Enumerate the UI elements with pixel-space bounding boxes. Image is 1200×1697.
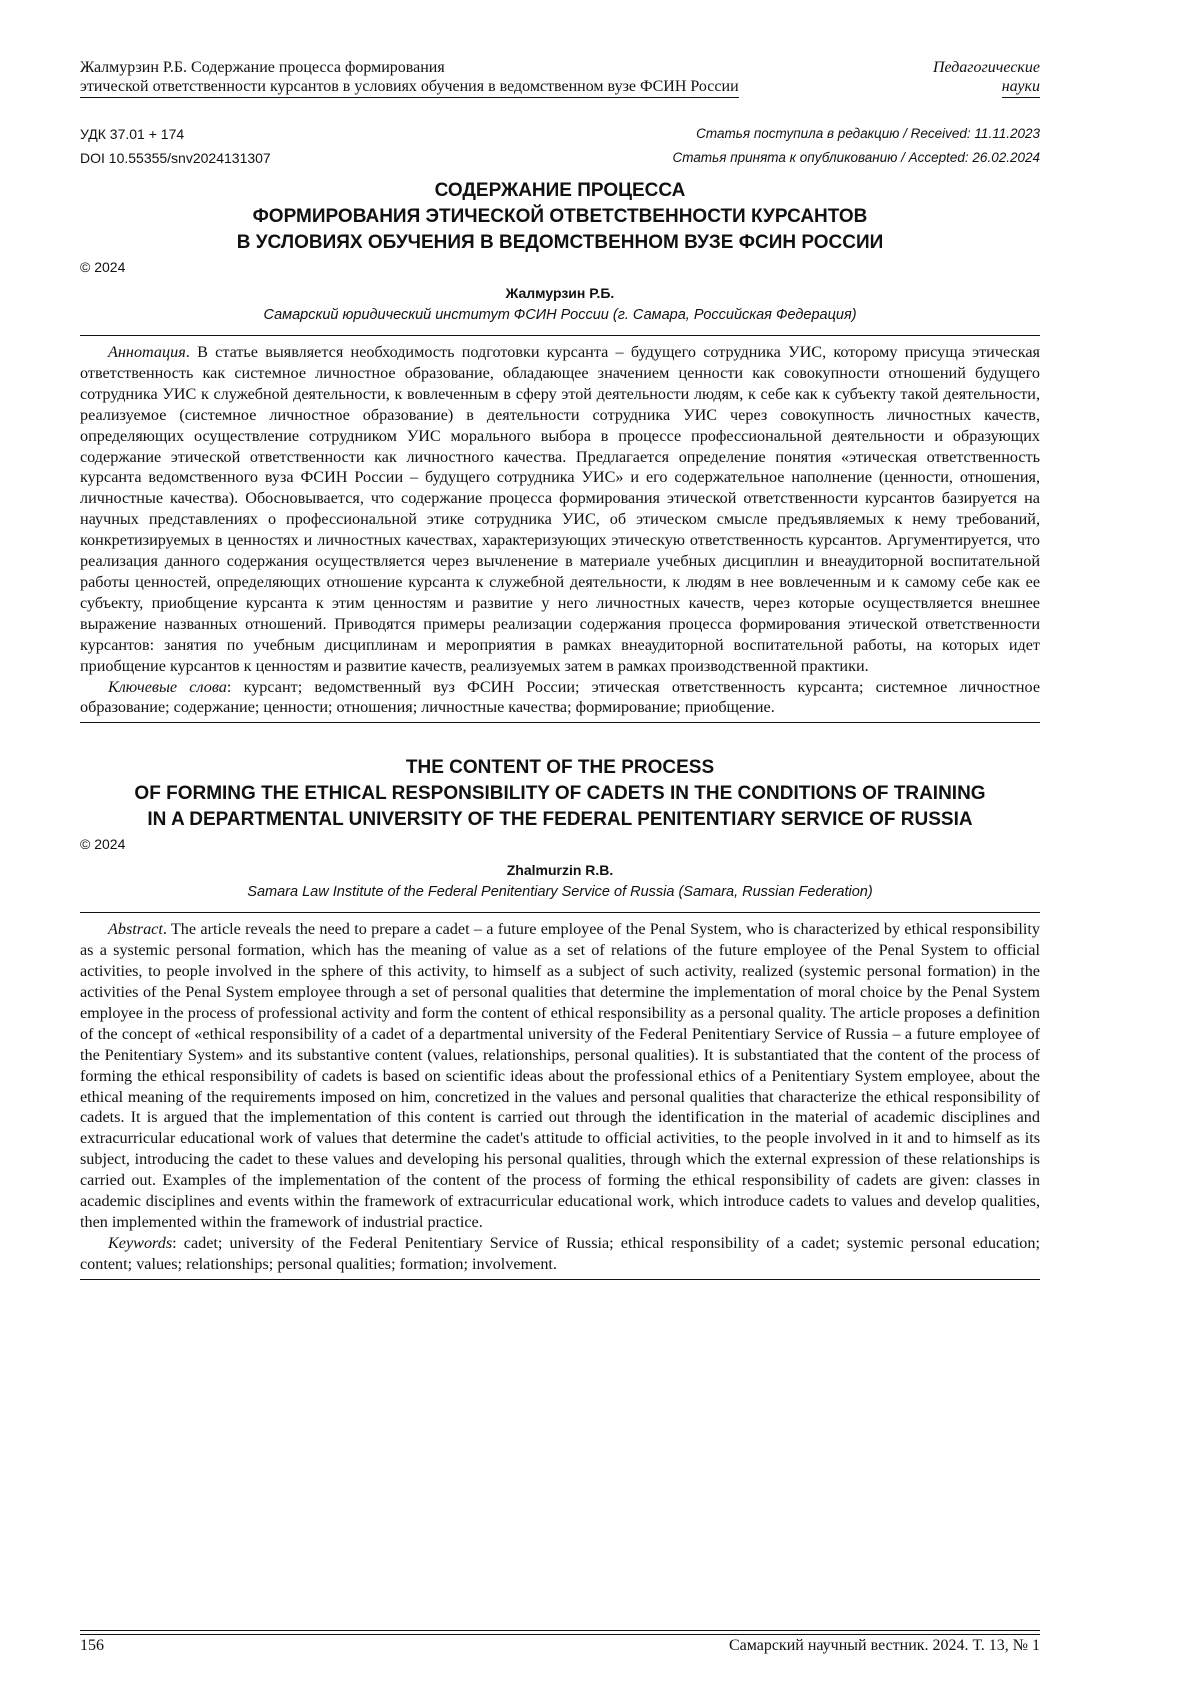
en-keywords-label: Keywords	[108, 1234, 172, 1252]
en-title-line2: OF FORMING THE ETHICAL RESPONSIBILITY OF CADETS IN THE CONDITIONS OF TRAINING	[80, 781, 1040, 807]
en-affiliation: Samara Law Institute of the Federal Penitentiary Service of Russia (Samara, Russian Federation)	[80, 884, 1040, 900]
doi-link[interactable]: DOI 10.55355/snv2024131307	[80, 146, 271, 170]
ru-copyright: © 2024	[80, 259, 1040, 275]
footer-rule	[80, 1630, 1040, 1635]
running-head-left-line2: этической ответственности курсантов в условиях обучения в ведомственном вузе ФСИН России	[80, 77, 739, 98]
en-title-line3: IN A DEPARTMENTAL UNIVERSITY OF THE FEDERAL PENITENTIARY SERVICE OF RUSSIA	[80, 807, 1040, 833]
running-head-right	[933, 58, 1040, 98]
running-head-left	[80, 58, 880, 98]
en-abstract-box	[80, 912, 1040, 1279]
page-number: 156	[80, 1637, 104, 1655]
ru-author: Жалмурзин Р.Б.	[80, 285, 1040, 301]
article-meta	[80, 122, 1040, 170]
footer-row	[80, 1637, 1040, 1655]
meta-left	[80, 122, 271, 170]
ru-title-line2: ФОРМИРОВАНИЯ ЭТИЧЕСКОЙ ОТВЕТСТВЕННОСТИ КУРСАНТОВ	[80, 204, 1040, 230]
article-page	[80, 58, 1040, 1280]
page-footer	[80, 1630, 1040, 1655]
udk-code: УДК 37.01 + 174	[80, 122, 271, 146]
ru-keywords-label: Ключевые слова	[108, 678, 227, 696]
journal-citation: Самарский научный вестник. 2024. Т. 13, № 1	[729, 1637, 1040, 1655]
ru-abstract-text: . В статье выявляется необходимость подготовки курсанта – будущего сотрудника УИС, которому присуща этическая ответственность как системное личностное образование, обладающее значением ценности как совокупности отношений будущего сотрудника УИС к служебной деятельности, к вовлеченным в сферу этой деятельности людям, к себе как к субъекту такой деятельности, реализуемое (системное личностное образование) в деятельности сотрудника УИС через совокупность личностных качеств, определяющих осуществление сотрудником УИС морального выбора в процессе профессиональной деятельности и образующих содержание этической ответственности как личностного качества. Предлагается определение понятия «этическая ответственность курсанта ведомственного вуза ФСИН России – будущего сотрудника УИС» и его содержательное наполнение (ценности, отношения, личностные качества). Обосновывается, что содержание процесса формирования этической ответственности курсантов базируется на научных представлениях о профессиональной этике сотрудника УИС, об этическом смысле предъявляемых к нему требований, конкретизируемых в ценностях и личностных качествах, характеризующих этическую ответственность курсантов. Аргументируется, что реализация данного содержания осуществляется через вычленение в материале учебных дисциплин и внеаудиторной воспитательной работы ценностей, определяющих отношение курсанта к служебной деятельности, к людям в нее вовлеченным и к самому себе как ее субъекту, приобщение курсанта к этим ценностям и развитие у него личностных качеств, через которые осуществляется внешнее выражение названных отношений. Приводятся примеры реализации содержания процесса формирования этической ответственности курсантов: занятия по учебным дисциплинам и мероприятия в рамках внеаудиторной воспитательной работы, на которых идет приобщение курсантов к ценностям и развитие качеств, реализуемых затем в рамках производственной практики.	[80, 343, 1040, 675]
en-keywords	[80, 1233, 1040, 1275]
ru-block	[80, 178, 1040, 723]
en-abstract-label: Abstract	[108, 920, 163, 938]
accepted-date: Статья принята к опубликованию / Accepted: 26.02.2024	[673, 146, 1040, 170]
ru-abstract	[80, 342, 1040, 677]
ru-title-line3: В УСЛОВИЯХ ОБУЧЕНИЯ В ВЕДОМСТВЕННОМ ВУЗЕ ФСИН РОССИИ	[80, 230, 1040, 256]
ru-abstract-box	[80, 335, 1040, 723]
ru-affiliation: Самарский юридический институт ФСИН России (г. Самара, Российская Федерация)	[80, 307, 1040, 323]
en-title	[80, 755, 1040, 833]
meta-right	[673, 122, 1040, 170]
en-copyright: © 2024	[80, 836, 1040, 852]
running-head-left-line1: Жалмурзин Р.Б. Содержание процесса формирования	[80, 58, 880, 77]
en-title-line1: THE CONTENT OF THE PROCESS	[80, 755, 1040, 781]
ru-keywords-text: : курсант; ведомственный вуз ФСИН России; этическая ответственность курсанта; системное личностное образование; содержание; ценности; отношения; личностные качества; формирование; приобщение.	[80, 678, 1040, 717]
en-author: Zhalmurzin R.B.	[80, 862, 1040, 878]
running-head-right-line1: Педагогические	[933, 58, 1040, 77]
ru-title-line1: СОДЕРЖАНИЕ ПРОЦЕССА	[80, 178, 1040, 204]
en-abstract-text: . The article reveals the need to prepare a cadet – a future employee of the Penal System, who is characterized by ethical responsibility as a systemic personal formation, which has the meaning of value as a set of relations of the future employee of the Penal System to official activities, to people involved in the sphere of this activity, to himself as a subject of such activity, realized (systemic personal formation) in the activities of the Penal System employee through a set of personal qualities that determine the implementation of moral choice by the Penal System employee in the process of professional activity and form the content of ethical responsibility as a personal quality. The article proposes a definition of the concept of «ethical responsibility of a cadet of a departmental university of the Federal Penitentiary Service of Russia – a future employee of the Penitentiary System» and its substantive content (values, relationships, personal qualities). It is substantiated that the content of the process of forming the ethical responsibility of cadets is based on scientific ideas about the professional ethics of a Penitentiary System employee, about the ethical meaning of the requirements imposed on him, concretized in the values and personal qualities that characterize the ethical responsibility of cadets. It is argued that the implementation of this content is carried out through the identification in the material of academic disciplines and extracurricular educational work of values that determine the cadet's attitude to official activities, to the people involved in it and to himself as its subject, introducing the cadet to these values and developing his personal qualities, through which the external expression of these relationships is carried out. Examples of the implementation of the content of the process of forming the ethical responsibility of cadets are given: classes in academic disciplines and events within the framework of extracurricular educational work, which introduce cadets to values and develop qualities, then implemented within the framework of industrial practice.	[80, 920, 1040, 1231]
en-block	[80, 755, 1040, 1279]
en-abstract	[80, 919, 1040, 1233]
ru-abstract-label: Аннотация	[108, 343, 186, 361]
running-head-right-line2: науки	[1002, 77, 1040, 98]
ru-title	[80, 178, 1040, 256]
en-keywords-text: : cadet; university of the Federal Penitentiary Service of Russia; ethical responsibility of a cadet; systemic personal education; content; values; relationships; personal qualities; formation; involvement.	[80, 1234, 1040, 1273]
ru-keywords	[80, 677, 1040, 719]
received-date: Статья поступила в редакцию / Received: 11.11.2023	[673, 122, 1040, 146]
running-head	[80, 58, 1040, 98]
